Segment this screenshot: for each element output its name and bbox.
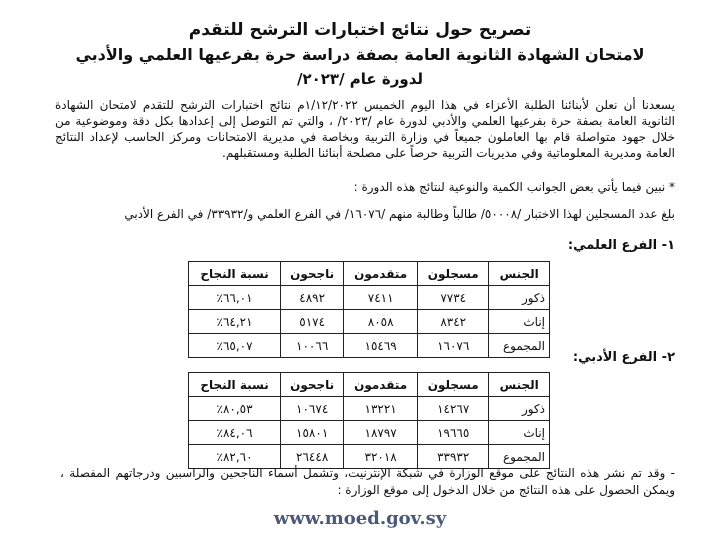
literary-branch-heading: ٢- الفرع الأدبي: [572, 350, 675, 365]
column-header: نسبة النجاح [189, 373, 281, 397]
table-cell: ٥١٧٤ [281, 310, 344, 334]
statistics-note: * نبين فيما يأتي بعض الجوانب الكمية والنوعية لنتائج هذه الدورة : [353, 180, 675, 194]
table-cell: ١٣٢٢١ [344, 397, 418, 421]
table-header-row [189, 262, 550, 286]
table-cell: ٨٣٤٢ [418, 310, 489, 334]
document-session-year: لدورة عام /٢٠٢٣/ [296, 70, 423, 88]
table-row [189, 286, 550, 310]
table-row [189, 310, 550, 334]
scientific-branch-heading: ١- الفرع العلمي: [567, 238, 675, 253]
table-cell: ٨٠٥٨ [344, 310, 418, 334]
table-cell: المجموع [489, 334, 550, 358]
table-cell: ٧٤١١ [344, 286, 418, 310]
table-cell: ١٤٢٦٧ [418, 397, 489, 421]
table-cell: ٨٠,٥٣٪ [189, 397, 281, 421]
table-cell: ٢٦٤٤٨ [281, 445, 344, 469]
intro-paragraph: يسعدنا أن نعلن لأبنائنا الطلبة الأعزاء في هذا اليوم الخميس ١/١٢/٢٠٢٢م نتائج اختبارات الترشح للتقدم لامتحان الشهادة الثانوية العامة بصفة حرة بفرعيها العلمي والأدبي لدورة عام /٢٠٢٣/ ، والتي تم التوصل إلى إعدادها بكل دقة وموضوعية من خلال جهود متواصلة قام بها العاملون جميعاً في وزارة التربية وبخاصة في مديرية الامتحانات ومركز الحاسب لإعداد النتائج العامة ومديرية المعلوماتية وفي مديريات التربية حرصاً على مصلحة أبنائنا الطلبة ومستقبلهم. [55, 98, 675, 160]
table-cell: ٣٢٠١٨ [344, 445, 418, 469]
table-cell: ١٥٤٦٩ [344, 334, 418, 358]
ministry-website-link[interactable]: www.moed.gov.sy [273, 508, 447, 529]
literary-results-table [188, 372, 550, 469]
table-cell: ٨٤,٠٦٪ [189, 421, 281, 445]
table-row [189, 397, 550, 421]
table-cell: ذكور [489, 286, 550, 310]
column-header: الجنس [489, 373, 550, 397]
table-header-row [189, 373, 550, 397]
table-cell: ١٠٦٧٤ [281, 397, 344, 421]
table-cell: ١٦٠٧٦ [418, 334, 489, 358]
document-title: تصريح حول نتائج اختبارات الترشح للتقدم [188, 20, 532, 40]
column-header: متقدمون [344, 373, 418, 397]
table-cell: ٤٨٩٢ [281, 286, 344, 310]
table-cell: ٨٢,٦٠٪ [189, 445, 281, 469]
table-cell: ٦٦,٠١٪ [189, 286, 281, 310]
table-cell: ٧٧٣٤ [418, 286, 489, 310]
table-cell: ذكور [489, 397, 550, 421]
column-header: ناجحون [281, 262, 344, 286]
table-cell: ١٠٠٦٦ [281, 334, 344, 358]
publication-note: - وقد تم نشر هذه النتائج على موقع الوزارة في شبكة الإنترنيت، وتشمل أسماء الناجحين والراسبين ودرجاتهم المفصلة ، ويمكن الحصول على هذه النتائج من خلال الدخول إلى موقع الوزارة : [60, 466, 675, 497]
registration-count-line: بلغ عدد المسجلين لهذا الاختبار /٥٠٠٠٨/ طالباً وطالبة منهم /١٦٠٧٦/ في الفرع العلمي و/٣٣٩٣٢/ في الفرع الأدبي [124, 207, 675, 221]
column-header: متقدمون [344, 262, 418, 286]
column-header: مسجلون [418, 373, 489, 397]
document-subtitle: لامتحان الشهادة الثانوية العامة بصفة دراسة حرة بفرعيها العلمي والأدبي [75, 45, 645, 64]
table-cell: ٦٥,٠٧٪ [189, 334, 281, 358]
table-cell: إناث [489, 421, 550, 445]
table-cell: إناث [489, 310, 550, 334]
table-cell: ٣٣٩٣٢ [418, 445, 489, 469]
column-header: الجنس [489, 262, 550, 286]
table-cell: ١٥٨٠١ [281, 421, 344, 445]
column-header: نسبة النجاح [189, 262, 281, 286]
scientific-results-table [188, 261, 550, 358]
table-row [189, 421, 550, 445]
table-cell: المجموع [489, 445, 550, 469]
table-cell: ١٨٧٩٧ [344, 421, 418, 445]
table-cell: ٦٤,٢١٪ [189, 310, 281, 334]
column-header: ناجحون [281, 373, 344, 397]
column-header: مسجلون [418, 262, 489, 286]
table-total-row [189, 334, 550, 358]
table-cell: ١٩٦٦٥ [418, 421, 489, 445]
